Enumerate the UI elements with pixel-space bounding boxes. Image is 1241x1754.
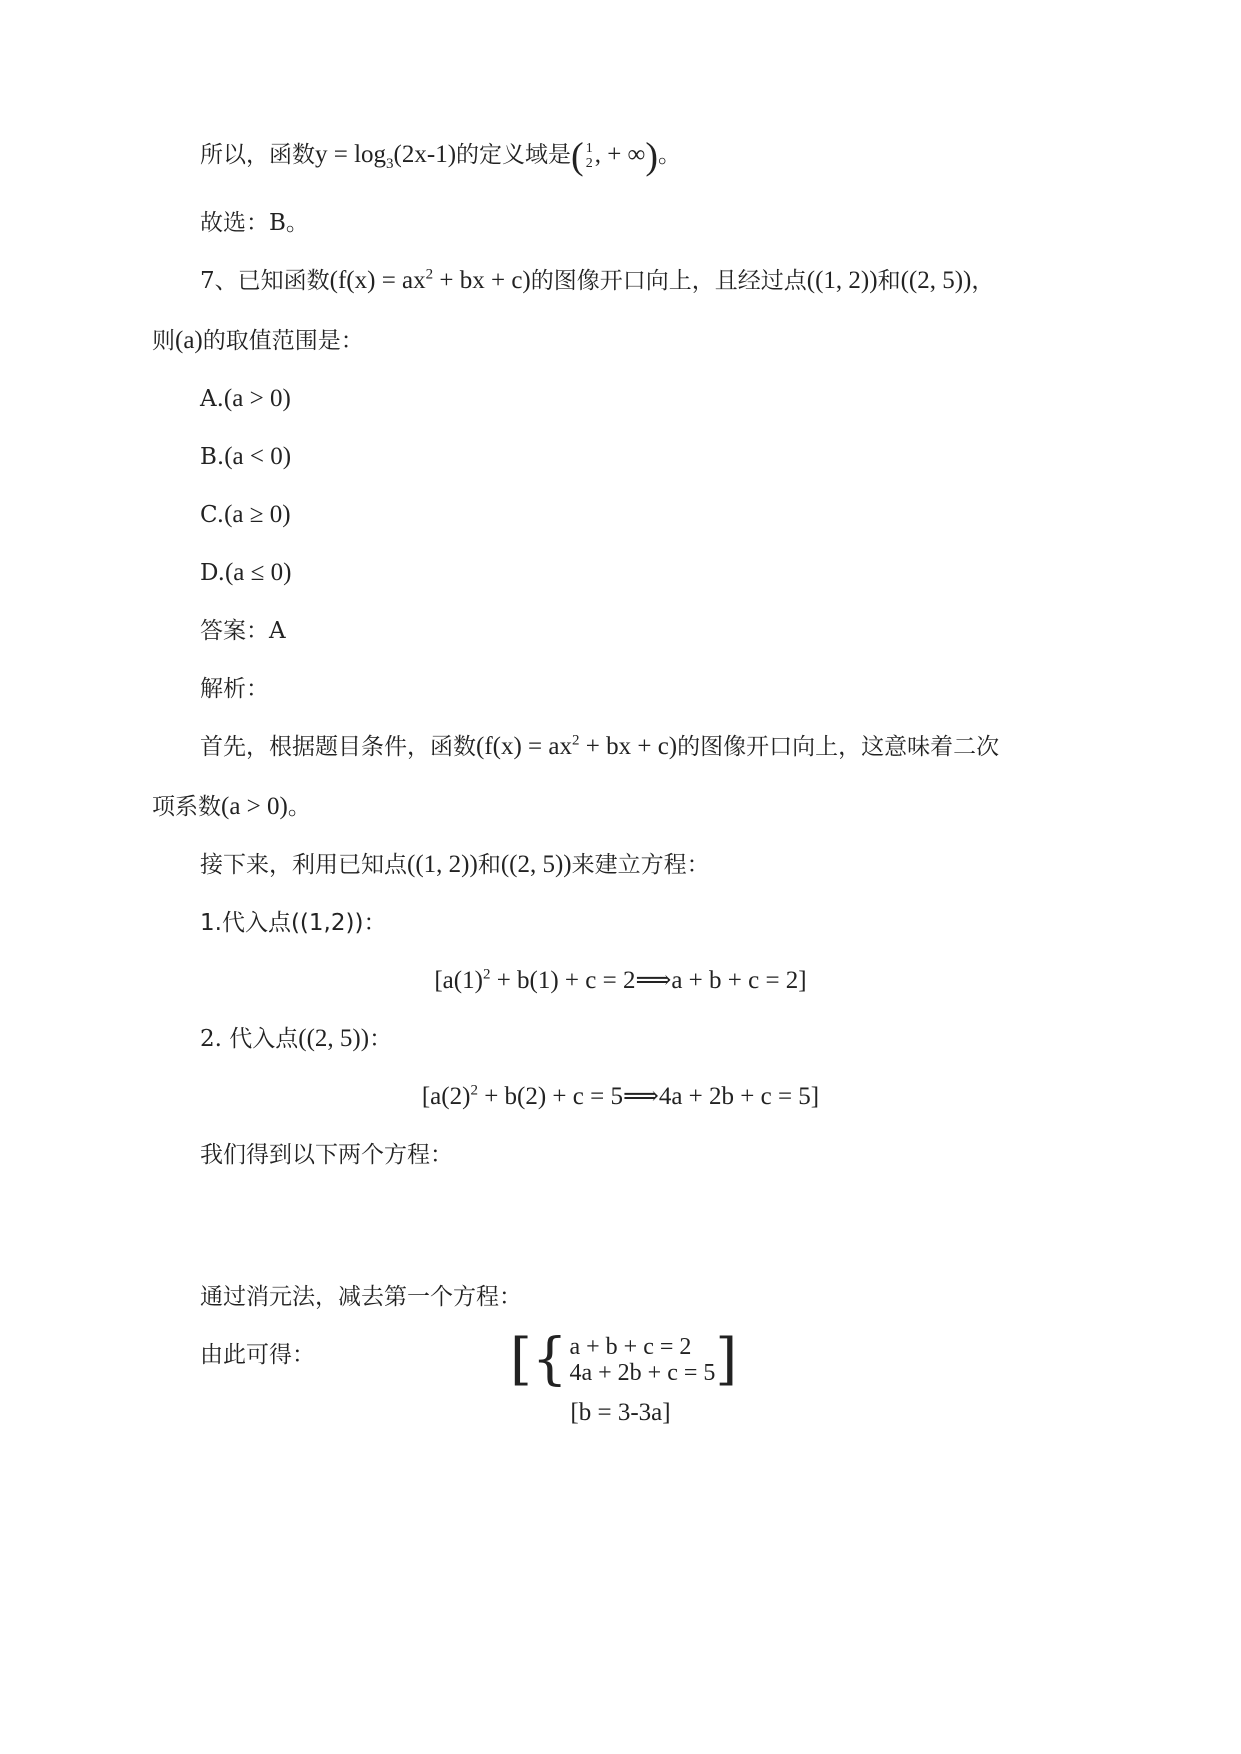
point: ((1, 2))	[407, 851, 478, 878]
superscript: 2	[470, 1082, 478, 1099]
superscript: 2	[572, 732, 580, 749]
fraction	[586, 141, 593, 171]
text: ：	[363, 910, 387, 936]
text: ：	[369, 1026, 393, 1052]
text: (f(x) = ax	[476, 733, 572, 760]
text: 和	[477, 852, 501, 878]
text: 。	[287, 794, 311, 820]
paren: (	[571, 135, 584, 178]
question-7-line-1	[200, 266, 994, 296]
step-2-line	[200, 1024, 392, 1054]
interval-expression	[571, 135, 659, 178]
elimination-line: 通过消元法，减去第一个方程：	[200, 1284, 522, 1310]
option-label: C.	[200, 502, 225, 528]
equation-1	[0, 966, 1241, 996]
question-7-line-2	[152, 326, 364, 356]
analysis-heading: 解析：	[200, 676, 269, 702]
text: 1.代入点	[200, 910, 291, 936]
variable: (a)	[175, 327, 203, 354]
domain-conclusion-line	[200, 135, 682, 178]
text: (f(x) = ax	[329, 267, 426, 294]
function-expression	[330, 267, 531, 294]
text: 所以，函数	[200, 142, 315, 168]
point: ((2, 5))	[500, 851, 572, 878]
analysis-line-3	[200, 850, 710, 880]
point: ((2, 5))	[900, 267, 972, 294]
text: 来建立方程：	[571, 852, 710, 878]
text: 则	[152, 328, 175, 354]
option-text: (a > 0)	[223, 385, 291, 412]
inequality: (a > 0)	[221, 793, 288, 820]
option-d	[200, 558, 291, 588]
numerator: 1	[585, 141, 593, 157]
text: (2x-1)	[393, 141, 457, 168]
text: 首先，根据题目条件，函数	[200, 734, 476, 760]
text: , + ∞	[594, 141, 646, 168]
text: + b(1) + c = 2⟹a + b + c = 2]	[490, 967, 807, 994]
step-1-line	[200, 908, 386, 938]
two-equations-intro: 我们得到以下两个方程：	[200, 1142, 453, 1168]
option-label: A.	[200, 386, 224, 412]
text: 的定义域是	[456, 142, 572, 168]
left-bracket: [{	[510, 1327, 568, 1392]
option-text: (a < 0)	[224, 443, 292, 470]
text: [a(1)	[434, 967, 483, 994]
analysis-line-2	[152, 792, 311, 822]
option-label: B.	[200, 444, 225, 470]
text: + bx + c)	[579, 733, 678, 760]
text: + bx + c)	[433, 267, 531, 294]
option-a	[200, 384, 291, 414]
text: y = log	[315, 141, 387, 168]
answer-line: 答案：A	[200, 618, 286, 644]
superscript: 2	[482, 966, 491, 983]
option-b	[200, 442, 291, 472]
option-c	[200, 500, 291, 530]
point: ((1,2))	[290, 910, 364, 936]
option-label: D.	[200, 560, 225, 586]
conclusion-intro: 由此可得：	[200, 1342, 315, 1368]
equation-system	[510, 1327, 738, 1392]
text: 的图像开口向上，这意味着二次	[677, 734, 1000, 760]
point: ((1, 2))	[806, 267, 878, 294]
text: 7、已知函数	[200, 268, 330, 294]
text: 。	[658, 142, 682, 168]
log-expression	[315, 141, 457, 172]
text: 接下来，利用已知点	[200, 852, 407, 878]
function-expression	[476, 733, 677, 760]
right-bracket: ]	[715, 1327, 738, 1392]
text: 和	[877, 268, 901, 294]
system-equation-1: a + b + c = 2	[569, 1334, 692, 1360]
denominator: 2	[585, 156, 593, 172]
text: 的图像开口向上，且经过点	[530, 268, 807, 294]
choice-line: 故选：B。	[200, 210, 309, 236]
equation-2	[0, 1082, 1241, 1112]
option-text: (a ≥ 0)	[224, 501, 291, 528]
text: 的取值范围是：	[202, 328, 364, 354]
point: ((2, 5))	[298, 1025, 370, 1052]
option-text: (a ≤ 0)	[224, 559, 292, 586]
system-lines	[567, 1334, 715, 1386]
paren: )	[645, 135, 659, 178]
equation-3: [b = 3-3a]	[570, 1399, 671, 1426]
system-equation-2: 4a + 2b + c = 5	[569, 1360, 716, 1386]
text: 2. 代入点	[200, 1026, 299, 1052]
text: 项系数	[152, 794, 221, 820]
text: [a(2)	[421, 1083, 471, 1110]
subscript: 3	[386, 156, 394, 172]
analysis-line-1	[200, 732, 999, 762]
text: + b(2) + c = 5⟹4a + 2b + c = 5]	[477, 1083, 820, 1110]
superscript: 2	[425, 266, 434, 283]
text: ，	[971, 268, 995, 294]
